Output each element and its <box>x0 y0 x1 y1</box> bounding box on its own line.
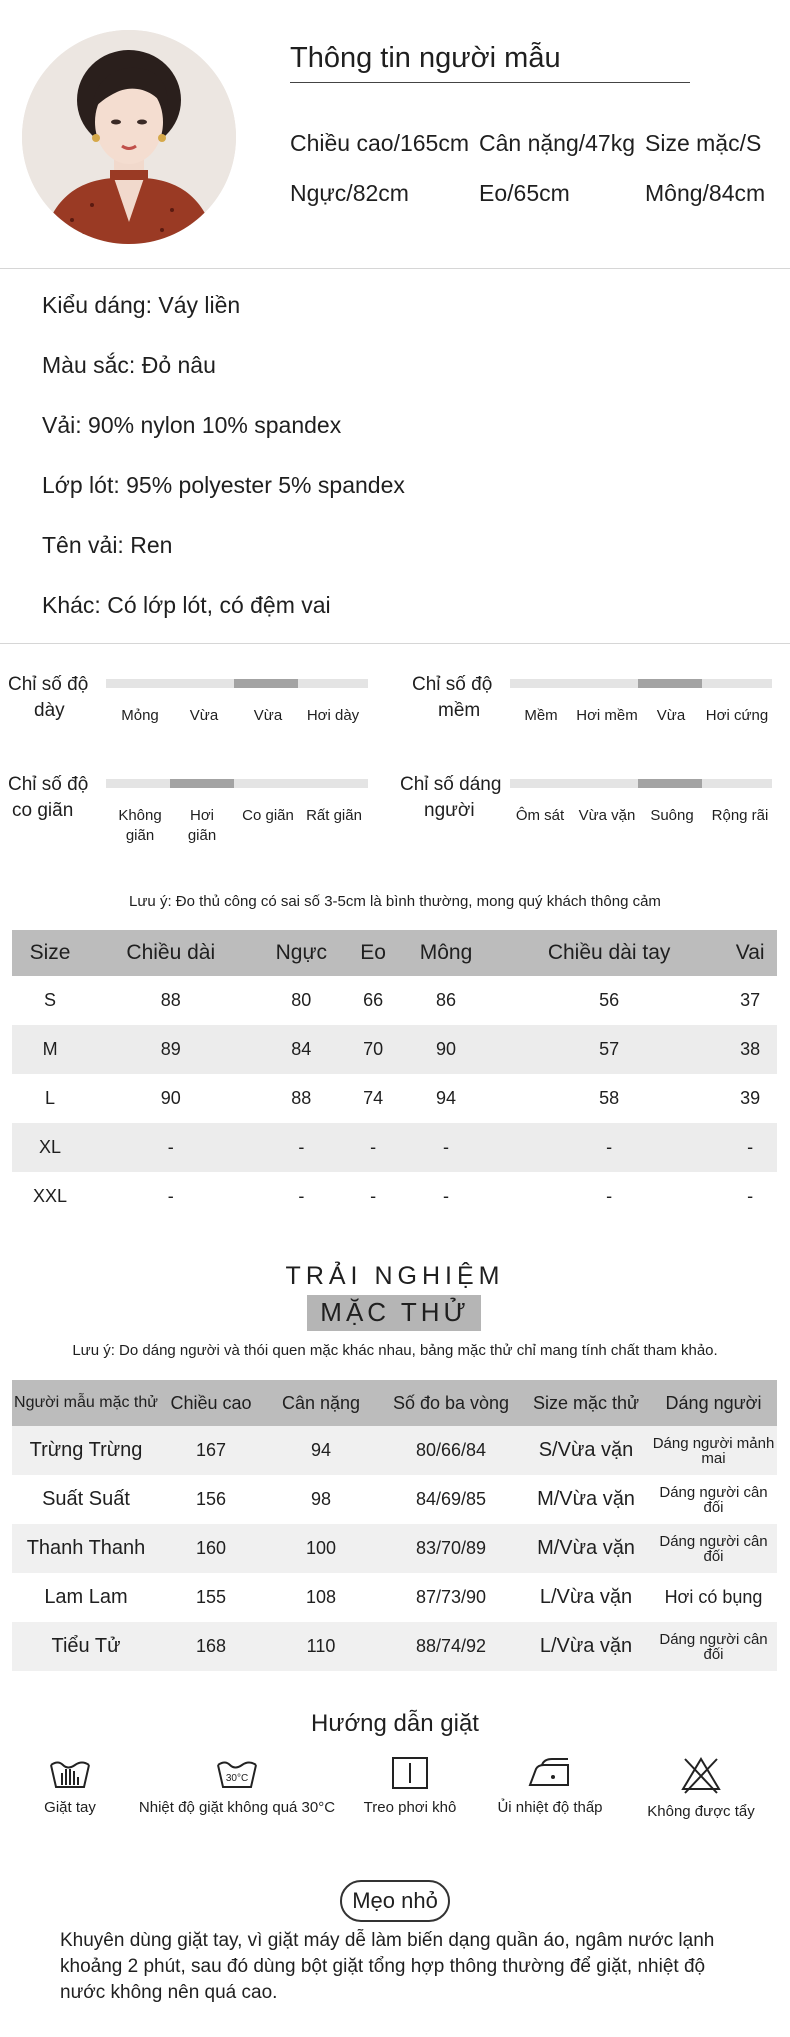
section-divider <box>0 643 790 644</box>
table-cell: - <box>253 1123 349 1172</box>
table-row <box>12 1573 777 1622</box>
table-cell: - <box>495 1123 723 1172</box>
stretch-option: Hơi giãn <box>187 807 217 844</box>
thickness-option: Mỏng <box>121 707 159 724</box>
wash-item <box>352 1755 468 1816</box>
table-cell: 56 <box>495 976 723 1025</box>
try-col-header: Cân nặng <box>262 1380 380 1426</box>
table-row <box>12 1074 777 1123</box>
try-col-header: Chiều cao <box>160 1380 262 1426</box>
table-cell: 39 <box>723 1074 777 1123</box>
hang-dry-icon <box>390 1755 430 1791</box>
size-table <box>12 930 777 1221</box>
softness-index-label: Chỉ số độ mềm <box>412 674 493 721</box>
table-cell: 66 <box>349 976 397 1025</box>
product-style: Kiểu dáng: Váy liền <box>42 292 241 318</box>
model-title-underline <box>290 82 690 83</box>
product-lining: Lớp lót: 95% polyester 5% spandex <box>42 472 405 498</box>
table-cell: Tiểu Tử <box>12 1622 160 1671</box>
wash-label: Không được tẩy <box>647 1803 755 1820</box>
size-col-header: Vai <box>723 930 777 976</box>
fit-option: Suông <box>650 807 694 824</box>
table-cell: 156 <box>160 1475 262 1524</box>
wash-item <box>636 1755 766 1820</box>
table-cell: 110 <box>262 1622 380 1671</box>
try-on-title-top: TRẢI NGHIỆM <box>285 1262 505 1290</box>
table-cell: - <box>397 1123 495 1172</box>
table-cell: 84 <box>253 1025 349 1074</box>
try-col-header: Size mặc thử <box>522 1380 650 1426</box>
wash-label: Giặt tay <box>44 1799 96 1816</box>
table-cell: L <box>12 1074 88 1123</box>
table-cell: 88 <box>88 976 253 1025</box>
no-bleach-icon <box>679 1755 723 1795</box>
table-cell: 37 <box>723 976 777 1025</box>
product-other: Khác: Có lớp lót, có đệm vai <box>42 592 331 618</box>
iron-low-icon <box>526 1755 574 1791</box>
softness-option: Hơi mềm <box>576 707 638 724</box>
hand-wash-icon <box>48 1755 92 1791</box>
table-cell: 38 <box>723 1025 777 1074</box>
wash-label: Ủi nhiệt độ thấp <box>497 1799 603 1816</box>
softness-option: Mềm <box>524 707 558 724</box>
softness-index-bar <box>510 679 772 688</box>
table-cell: 88/74/92 <box>380 1622 522 1671</box>
table-cell: 87/73/90 <box>380 1573 522 1622</box>
table-cell: M/Vừa vặn <box>522 1475 650 1524</box>
table-cell: Dáng người cân đối <box>650 1524 777 1573</box>
table-cell: - <box>88 1123 253 1172</box>
table-cell: 94 <box>397 1074 495 1123</box>
table-cell: 167 <box>160 1426 262 1475</box>
wash-label: Treo phơi khô <box>363 1799 457 1816</box>
table-cell: 90 <box>88 1074 253 1123</box>
table-cell: Hơi có bụng <box>650 1573 777 1622</box>
product-fabric-name: Tên vải: Ren <box>42 532 173 558</box>
size-col-header: Eo <box>349 930 397 976</box>
table-cell: 74 <box>349 1074 397 1123</box>
wash-item <box>132 1755 342 1816</box>
table-cell: 80/66/84 <box>380 1426 522 1475</box>
size-col-header: Size <box>12 930 88 976</box>
table-cell: Trừng Trừng <box>12 1426 160 1475</box>
table-cell: 70 <box>349 1025 397 1074</box>
try-col-header: Số đo ba vòng <box>380 1380 522 1426</box>
model-height: Chiều cao/165cm <box>290 130 469 156</box>
table-cell: 90 <box>397 1025 495 1074</box>
fit-index-bar <box>510 779 772 788</box>
model-bust: Ngực/82cm <box>290 180 409 206</box>
stretch-option: Không giãn <box>118 807 162 844</box>
try-col-header: Dáng người <box>650 1380 777 1426</box>
table-cell: - <box>723 1172 777 1221</box>
table-cell: - <box>349 1172 397 1221</box>
thickness-index-label: Chỉ số độ dày <box>8 674 89 721</box>
model-weight: Cân nặng/47kg <box>479 130 636 156</box>
table-cell: - <box>253 1172 349 1221</box>
table-cell: L/Vừa vặn <box>522 1573 650 1622</box>
table-row <box>12 1172 777 1221</box>
table-cell: - <box>397 1172 495 1221</box>
tip-text: Khuyên dùng giặt tay, vì giặt máy dễ làm biến dạng quần áo, ngâm nước lạnh khoảng 2 phút, sau đó dùng bột giặt tổng hợp thông thường để giặt, nhiệt độ nước không nên quá cao. <box>60 1930 715 2003</box>
table-row <box>12 976 777 1025</box>
stretch-index-label: Chỉ số độ co giãn <box>8 774 89 821</box>
table-cell: 89 <box>88 1025 253 1074</box>
size-col-header: Ngực <box>253 930 349 976</box>
softness-index-selected <box>638 679 702 688</box>
table-row <box>12 1025 777 1074</box>
table-cell: - <box>723 1123 777 1172</box>
thickness-option: Vừa <box>253 707 283 724</box>
thickness-index-bar <box>106 679 368 688</box>
try-col-header: Người mẫu mặc thử <box>12 1380 160 1426</box>
wash-30-icon <box>215 1755 259 1791</box>
fit-option: Rộng rãi <box>711 807 769 824</box>
wash-item <box>480 1755 620 1816</box>
table-cell: S/Vừa vặn <box>522 1426 650 1475</box>
thickness-option: Hơi dày <box>306 707 360 724</box>
table-row <box>12 1123 777 1172</box>
table-cell: S <box>12 976 88 1025</box>
table-cell: Dáng người cân đối <box>650 1475 777 1524</box>
washing-title: Hướng dẫn giặt <box>311 1710 479 1737</box>
size-note: Lưu ý: Đo thủ công có sai số 3-5cm là bình thường, mong quý khách thông cảm <box>129 893 661 910</box>
table-cell: 86 <box>397 976 495 1025</box>
wash-temp-badge: 30°C <box>225 1773 249 1784</box>
table-cell: 57 <box>495 1025 723 1074</box>
wash-item <box>18 1755 122 1816</box>
table-cell: - <box>88 1172 253 1221</box>
fit-index-selected <box>638 779 702 788</box>
table-cell: - <box>349 1123 397 1172</box>
stretch-index-bar <box>106 779 368 788</box>
fit-option: Vừa vặn <box>578 807 636 824</box>
model-hip: Mông/84cm <box>645 180 766 206</box>
fit-option: Ôm sát <box>515 807 565 824</box>
thickness-index-selected <box>234 679 298 688</box>
stretch-index-selected <box>170 779 234 788</box>
model-portrait-illustration <box>22 30 236 244</box>
table-cell: M <box>12 1025 88 1074</box>
size-table-header <box>12 930 777 976</box>
model-waist: Eo/65cm <box>479 180 570 206</box>
table-cell: 58 <box>495 1074 723 1123</box>
table-row <box>12 1475 777 1524</box>
table-cell: Dáng người cân đối <box>650 1622 777 1671</box>
table-cell: 100 <box>262 1524 380 1573</box>
table-cell: Suất Suất <box>12 1475 160 1524</box>
model-avatar <box>22 30 236 244</box>
table-row <box>12 1622 777 1671</box>
table-cell: 94 <box>262 1426 380 1475</box>
size-col-header: Mông <box>397 930 495 976</box>
table-cell: 108 <box>262 1573 380 1622</box>
size-col-header: Chiều dài tay <box>495 930 723 976</box>
stretch-option: Rất giãn <box>306 807 362 824</box>
table-cell: 88 <box>253 1074 349 1123</box>
model-info-title: Thông tin người mẫu <box>290 42 561 74</box>
product-fabric: Vải: 90% nylon 10% spandex <box>42 412 342 438</box>
table-cell: 80 <box>253 976 349 1025</box>
table-cell: - <box>495 1172 723 1221</box>
table-cell: L/Vừa vặn <box>522 1622 650 1671</box>
table-cell: Lam Lam <box>12 1573 160 1622</box>
thickness-option: Vừa <box>189 707 219 724</box>
table-cell: XXL <box>12 1172 88 1221</box>
table-cell: 83/70/89 <box>380 1524 522 1573</box>
section-divider <box>0 268 790 269</box>
table-cell: 84/69/85 <box>380 1475 522 1524</box>
fit-index-label: Chỉ số dáng người <box>400 774 502 821</box>
stretch-option: Co giãn <box>242 807 294 824</box>
try-on-table <box>12 1380 777 1671</box>
table-cell: 155 <box>160 1573 262 1622</box>
try-on-title-bottom: MẶC THỬ <box>320 1297 470 1327</box>
table-row <box>12 1426 777 1475</box>
tip-label: Mẹo nhỏ <box>340 1880 450 1922</box>
table-cell: 168 <box>160 1622 262 1671</box>
table-row <box>12 1524 777 1573</box>
softness-option: Vừa <box>656 707 686 724</box>
wash-label: Nhiệt độ giặt không quá 30°C <box>138 1799 336 1816</box>
table-cell: Dáng người mảnh mai <box>650 1426 777 1475</box>
product-color: Màu sắc: Đỏ nâu <box>42 352 216 378</box>
size-col-header: Chiều dài <box>88 930 253 976</box>
softness-option: Hơi cứng <box>705 707 769 724</box>
table-cell: XL <box>12 1123 88 1172</box>
model-size: Size mặc/S <box>645 130 762 156</box>
try-on-note: Lưu ý: Do dáng người và thói quen mặc khác nhau, bảng mặc thử chỉ mang tính chất tham khảo. <box>72 1342 718 1359</box>
table-cell: M/Vừa vặn <box>522 1524 650 1573</box>
try-on-table-header <box>12 1380 777 1426</box>
table-cell: 98 <box>262 1475 380 1524</box>
table-cell: Thanh Thanh <box>12 1524 160 1573</box>
table-cell: 160 <box>160 1524 262 1573</box>
